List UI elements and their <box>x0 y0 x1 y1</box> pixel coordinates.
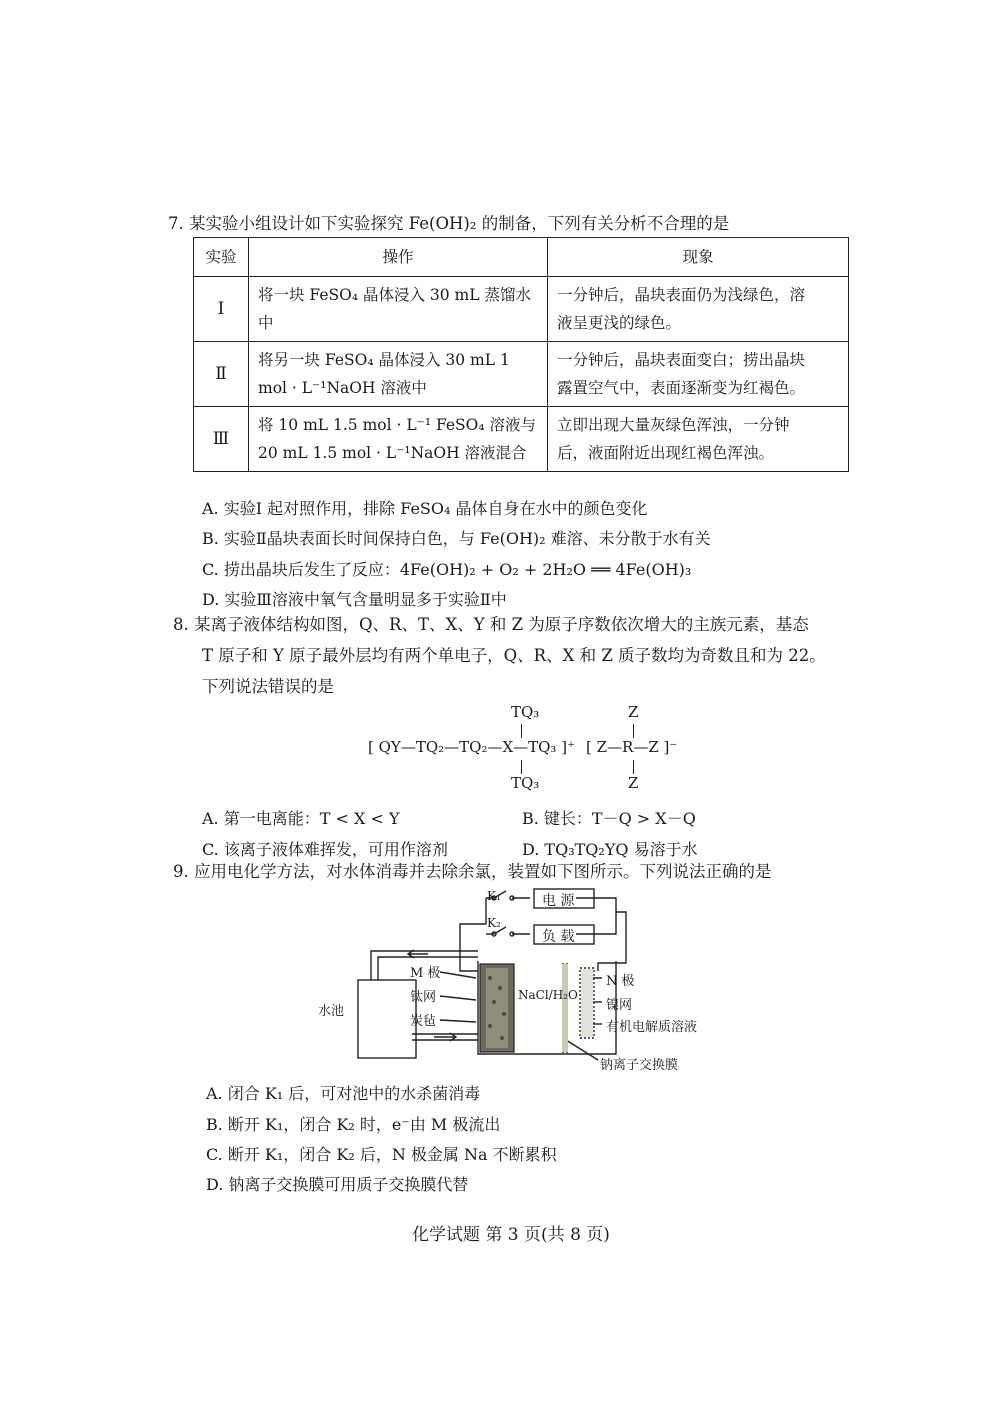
table-header-row <box>194 238 849 277</box>
op-line: 将 10 mL 1.5 mol · L⁻¹ FeSO₄ 溶液与 <box>258 416 537 434</box>
q9-option-c[interactable]: C. 断开 K₁，闭合 K₂ 后，N 极金属 Na 不断累积 <box>206 1145 557 1164</box>
row-phenomenon <box>548 407 849 472</box>
op-line: 中 <box>258 314 274 332</box>
header-phenomenon: 现象 <box>548 238 849 277</box>
q8-stem-line1: 8. 某离子液体结构如图，Q、R、T、X、Y 和 Z 为原子序数依次增大的主族元素，基态 <box>173 615 809 634</box>
diagram-lines <box>316 888 726 1073</box>
top-group: TQ₃ <box>511 703 540 721</box>
table-row <box>194 277 849 342</box>
q8-option-d[interactable]: D. TQ₃TQ₂YQ 易溶于水 <box>522 840 698 859</box>
q7-experiment-table <box>193 237 849 472</box>
q8-stem-line3: 下列说法错误的是 <box>202 677 334 696</box>
ph-line: 后，液面附近出现红褐色浑浊。 <box>557 444 775 462</box>
load-label: 负 载 <box>542 929 575 945</box>
q9-option-d[interactable]: D. 钠离子交换膜可用质子交换膜代替 <box>206 1175 469 1194</box>
ph-line: 露置空气中，表面逐渐变为红褐色。 <box>557 379 806 397</box>
bond-line <box>633 760 634 774</box>
ionic-liquid-structure <box>368 700 728 796</box>
carbon-felt-label: 炭毡 <box>410 1014 437 1029</box>
ph-line: 立即出现大量灰绿色浑浊，一分钟 <box>557 416 790 434</box>
op-line: 将另一块 FeSO₄ 晶体浸入 30 mL 1 <box>258 351 510 369</box>
cation-formula: [ QY—TQ₂—TQ₂—X—TQ₃ ]⁺ <box>368 738 575 756</box>
q8-option-c[interactable]: C. 该离子液体难挥发，可用作溶剂 <box>202 840 448 859</box>
ph-line: 一分钟后，晶块表面仍为浅绿色，溶 <box>557 286 806 304</box>
bond-line <box>521 760 522 774</box>
q7-stem: 7. 某实验小组设计如下实验探究 Fe(OH)₂ 的制备，下列有关分析不合理的是 <box>168 214 730 233</box>
table-row <box>194 342 849 407</box>
ti-mesh-label: 钛网 <box>410 990 437 1005</box>
power-label: 电 源 <box>542 893 575 909</box>
row-phenomenon <box>548 342 849 407</box>
q8-option-a[interactable]: A. 第一电离能：T < X < Y <box>202 809 400 828</box>
ni-mesh-label: 镍网 <box>606 998 633 1013</box>
bond-line <box>521 724 522 738</box>
anion-z-top: Z <box>628 703 639 721</box>
n-electrode-label: N 极 <box>606 974 635 989</box>
q7-option-c[interactable]: C. 捞出晶块后发生了反应：4Fe(OH)₂ + O₂ + 2H₂O ══ 4Fe(OH)₃ <box>202 560 692 579</box>
k1-label: K₁ <box>487 889 501 903</box>
q7-option-d[interactable]: D. 实验Ⅲ溶液中氧气含量明显多于实验Ⅱ中 <box>202 590 507 609</box>
row-operation <box>249 277 548 342</box>
table-row <box>194 407 849 472</box>
row-phenomenon <box>548 277 849 342</box>
row-id: Ⅲ <box>194 407 249 472</box>
organic-electrolyte-label: 有机电解质溶液 <box>606 1020 698 1035</box>
ph-line: 一分钟后，晶块表面变白；捞出晶块 <box>557 351 806 369</box>
header-operation: 操作 <box>249 238 548 277</box>
membrane-label: 钠离子交换膜 <box>600 1058 679 1073</box>
electrolyte-label: NaCl/H₂O <box>518 988 578 1002</box>
anion-z-bottom: Z <box>628 774 639 792</box>
bond-line <box>633 724 634 738</box>
q7-option-a[interactable]: A. 实验Ⅰ 起对照作用，排除 FeSO₄ 晶体自身在水中的颜色变化 <box>202 499 648 518</box>
row-id: Ⅱ <box>194 342 249 407</box>
row-operation <box>249 407 548 472</box>
q9-option-b[interactable]: B. 断开 K₁，闭合 K₂ 时，e⁻由 M 极流出 <box>206 1115 501 1134</box>
row-id: Ⅰ <box>194 277 249 342</box>
ph-line: 液呈更浅的绿色。 <box>557 314 682 332</box>
bottom-group: TQ₃ <box>511 774 540 792</box>
op-line: mol · L⁻¹NaOH 溶液中 <box>258 379 427 397</box>
header-experiment: 实验 <box>194 238 249 277</box>
q8-option-b[interactable]: B. 键长：T－Q > X－Q <box>522 809 696 828</box>
m-electrode-label: M 极 <box>410 966 441 981</box>
electrochemical-device-diagram <box>316 888 726 1073</box>
q7-option-b[interactable]: B. 实验Ⅱ晶块表面长时间保持白色，与 Fe(OH)₂ 难溶、未分散于水有关 <box>202 529 711 548</box>
row-operation <box>249 342 548 407</box>
k2-label: K₂ <box>487 916 501 930</box>
q9-option-a[interactable]: A. 闭合 K₁ 后，可对池中的水杀菌消毒 <box>206 1084 481 1103</box>
op-line: 将一块 FeSO₄ 晶体浸入 30 mL 蒸馏水 <box>258 286 531 304</box>
q8-stem-line2: T 原子和 Y 原子最外层均有两个单电子，Q、R、X 和 Z 质子数均为奇数且和为 22。 <box>202 646 826 665</box>
op-line: 20 mL 1.5 mol · L⁻¹NaOH 溶液混合 <box>258 444 527 462</box>
anion-formula: [ Z—R—Z ]⁻ <box>586 738 678 756</box>
water-pool-label: 水池 <box>318 1004 345 1019</box>
page-footer: 化学试题 第 3 页(共 8 页) <box>412 1225 610 1245</box>
q9-stem: 9. 应用电化学方法，对水体消毒并去除余氯，装置如下图所示。下列说法正确的是 <box>173 862 772 881</box>
